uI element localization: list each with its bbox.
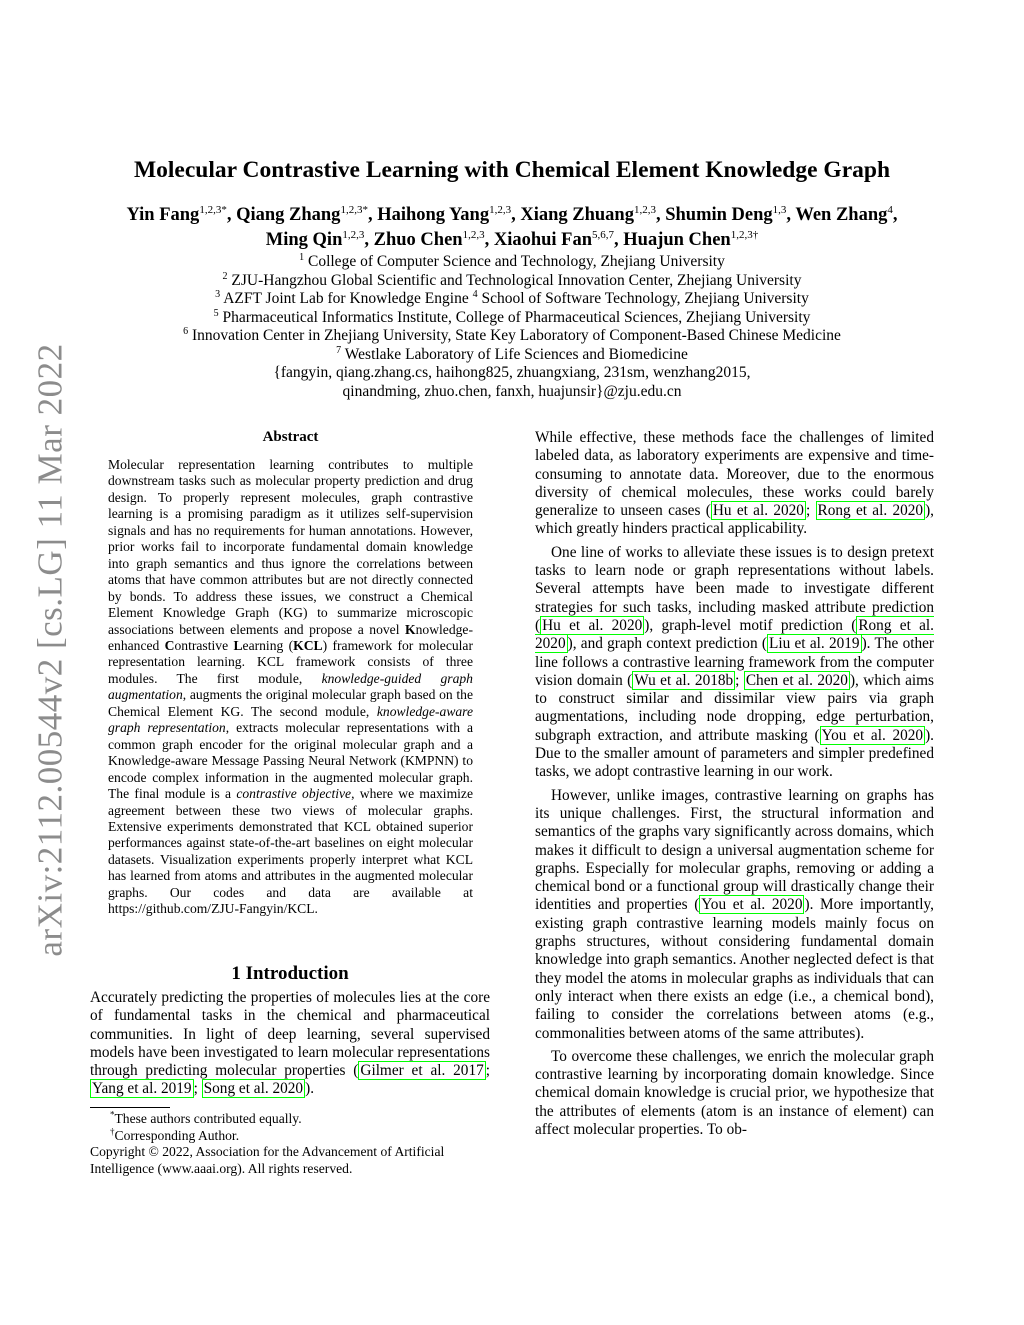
footnote-divider	[90, 1107, 170, 1108]
abstract-emphasis: knowledge-aware graph representation	[108, 703, 473, 736]
affil-text: AZFT Joint Lab for Knowledge Engine	[223, 290, 469, 307]
affil-marker: 1	[299, 251, 305, 263]
abstract-bold: KCL	[293, 637, 323, 653]
citation-link[interactable]: Yang et al. 2019	[92, 1080, 192, 1098]
author-affil: 1,3	[772, 203, 787, 216]
affil-marker: 2	[222, 270, 228, 282]
body-text: ), which greatly hinders practical applicability.	[535, 502, 934, 538]
abstract-bold: K	[405, 621, 416, 637]
arxiv-identifier-stamp	[30, 343, 72, 957]
body-paragraph	[535, 544, 934, 782]
affil-text: Innovation Center in Zhejiang University, State Key Laboratory of Component-Based Chinese Medicine	[191, 327, 841, 344]
body-paragraph	[535, 787, 934, 1043]
body-text: However, unlike images, contrastive learning on graphs has its unique challenges. First, the structural information and semantics of the graphs vary significantly across domains, which makes it difficult to design a universal augmentation scheme for graphs. Especially for molecular graphs, removing or adding a chemical bond or a functional group will drastically change their identities and properties (	[535, 786, 934, 914]
author-name: Shumin Deng	[665, 205, 773, 225]
citation-link[interactable]: You et al. 2020	[701, 896, 803, 914]
citation-link[interactable]: Rong et al. 2020	[817, 502, 924, 520]
affiliation-line	[0, 327, 1024, 346]
body-text: While effective, these methods face the challenges of limited labeled data, as laboratory experiments are expensive and time-consuming to annotate data. Moreover, due to the enormous diversity of chemical molecules, these works could barely generalize to unseen cases (	[535, 429, 934, 520]
abstract-bold: L	[233, 637, 243, 653]
affil-marker: 6	[183, 325, 189, 337]
author-affil: 4	[887, 203, 893, 216]
footnotes	[90, 1111, 490, 1177]
affil-text: Pharmaceutical Informatics Institute, College of Pharmaceutical Sciences, Zhejiang University	[222, 308, 811, 326]
body-text: ). More importantly, existing graph contrastive learning models mainly focus on graphs structures, without considering fundamental domain knowledge into graph semantics. Another neglected defect is that they model the atoms in molecular graphs as individuals that can only interact when there exists an edge (i.e., a chemical bond), failing to consider the correlations between atoms (e.g., commonalities between atoms of the same attributes).	[535, 896, 934, 1042]
body-text: Accurately predicting the properties of molecules lies at the core of fundamental tasks in the chemical and pharmaceutical communities. In light of deep learning, several supervised models have been investigated to learn molecular representations through predicting molecular properties (	[90, 989, 490, 1080]
section-heading-introduction: 1 Introduction	[231, 963, 349, 984]
author-name: Zhuo Chen	[373, 230, 463, 250]
affiliation-line	[0, 272, 1024, 291]
body-text: ). Due to the smaller amount of parameters and simpler predefined tasks, we adopt contrastive learning in our work.	[535, 726, 934, 781]
affiliation-line	[0, 253, 1024, 272]
citation-link[interactable]: Liu et al. 2019	[768, 635, 860, 653]
affil-marker: 3	[215, 288, 221, 300]
abstract-body	[108, 457, 473, 918]
body-paragraph	[535, 429, 934, 539]
body-text: ;	[805, 502, 816, 520]
email-line: {fangyin, qiang.zhang.cs, haihong825, zhuangxiang, 231sm, wenzhang2015,	[273, 364, 751, 381]
author-affil: 1,2,3	[462, 228, 485, 241]
citation-link[interactable]: Wu et al. 2018b	[634, 671, 734, 689]
author-affil: 1,2,3*	[340, 203, 368, 216]
citation-link[interactable]: Chen et al. 2020	[745, 671, 848, 689]
author-affil: 1,2,3	[633, 203, 656, 216]
abstract-text: nowledge-enhanced	[108, 621, 473, 653]
body-text: ;	[193, 1080, 202, 1098]
body-text: ;	[485, 1062, 490, 1080]
affiliation-line	[0, 290, 1024, 309]
affil-marker: 4	[472, 288, 478, 300]
affil-text: Westlake Laboratory of Life Sciences and Biomedicine	[344, 345, 688, 363]
abstract-text: ontrastive	[174, 637, 234, 653]
abstract-text: , augments the original molecular graph based on the Chemical Element KG. The second module,	[108, 687, 473, 719]
introduction-paragraph	[90, 989, 490, 1099]
paper-title: Molecular Contrastive Learning with Chemical Element Knowledge Graph	[133, 157, 891, 183]
body-text: One line of works to alleviate these issues is to design pretext tasks to learn node or graph representations without labels. Several attempts have been made to investigate different strategies for such tasks, including masked attribute prediction (	[535, 543, 934, 634]
citation-link[interactable]: Gilmer et al. 2017	[360, 1062, 484, 1080]
body-text: ). The other line follows a contrastive learning framework from the computer vision domain (	[535, 635, 934, 689]
body-text: ), graph-level motif prediction (	[644, 616, 857, 634]
footnote-text: These authors contributed equally.	[114, 1111, 302, 1126]
author-name: Yin Fang	[126, 205, 200, 225]
copyright-notice: Copyright © 2022, Association for the Advancement of Artificial Intelligence (www.aaai.org). All rights reserved.	[90, 1144, 445, 1176]
affil-marker: 5	[213, 307, 219, 319]
footnote-marker: †	[110, 1125, 115, 1136]
arxiv-id-text: arXiv:2112.00544v2 [cs.LG] 11 Mar 2022	[31, 343, 70, 957]
body-text: ).	[305, 1080, 315, 1098]
body-text: ), which aims to construct similar and dissimilar view pairs via graph augmentations, including node dropping, edge perturbation, subgraph extraction, and attribute masking (	[535, 671, 935, 744]
abstract-text: earning (	[242, 637, 294, 653]
affil-text: School of Software Technology, Zhejiang University	[481, 290, 809, 307]
author-affil: 1,2,3	[342, 228, 365, 241]
affil-text: College of Computer Science and Technology, Zhejiang University	[307, 253, 725, 270]
right-column	[535, 429, 934, 1144]
footnote-corresponding	[90, 1125, 490, 1145]
author-affil: 1,2,3*	[199, 203, 227, 216]
author-name: Wen Zhang	[795, 205, 888, 225]
author-affil: 1,2,3†	[730, 228, 759, 241]
abstract-heading: Abstract	[262, 429, 319, 445]
abstract-emphasis: contrastive objective	[236, 786, 352, 802]
footnote-text: Corresponding Author.	[114, 1127, 240, 1143]
affiliation-list	[0, 253, 1024, 401]
abstract-text: ) framework for molecular representation learning. KCL framework consists of three modules. The first module,	[108, 637, 473, 686]
citation-link[interactable]: You et al. 2020	[821, 726, 924, 744]
author-name: Xiang Zhuang	[520, 205, 634, 225]
author-affil: 1,2,3	[489, 203, 512, 216]
body-text: ), and graph context prediction (	[567, 635, 767, 653]
citation-link[interactable]: Hu et al. 2020	[542, 616, 643, 634]
author-name: Xiaohui Fan	[493, 230, 593, 250]
footnote-equal-contribution	[90, 1111, 490, 1128]
citation-link[interactable]: Rong et al. 2020	[535, 616, 935, 653]
citation-link[interactable]: Song et al. 2020	[203, 1080, 304, 1098]
abstract-emphasis: knowledge-guided graph augmentation	[108, 670, 473, 703]
email-line: qinandming, zhuo.chen, fanxh, huajunsir}@zju.edu.cn	[342, 382, 682, 400]
body-text: ;	[735, 671, 744, 689]
author-name: Haihong Yang	[377, 205, 490, 225]
footnote-marker: *	[110, 1109, 115, 1120]
affiliation-line	[0, 309, 1024, 328]
affil-marker: 7	[336, 344, 342, 356]
abstract-text: Molecular representation learning contributes to multiple downstream tasks such as molecular property prediction and drug design. To properly represent molecules, graph contrastive learning is a promising paradigm as it utilizes self-supervision signals and has no requirements for human annotations. However, prior works fail to incorporate fundamental domain knowledge into graph semantics and thus ignore the correlations between atoms that have common attributes but are not directly connected by bonds. To address these issues, we construct a Chemical Element Knowledge Graph (KG) to summarize microscopic associations between elements and propose a novel	[108, 457, 473, 637]
author-name: Qiang Zhang	[236, 205, 341, 225]
body-paragraph	[535, 1048, 934, 1139]
abstract-text: , where we maximize agreement between these two views of molecular graphs. Extensive experiments demonstrated that KCL obtained superior performances against state-of-the-art baselines on eight molecular datasets. Visualization experiments properly interpret what KCL has learned from atoms and attributes in the augmented molecular graphs. Our codes and data are available at https://github.com/ZJU-Fangyin/KCL.	[108, 786, 473, 917]
affiliation-line	[0, 346, 1024, 365]
body-text: To overcome these challenges, we enrich the molecular graph contrastive learning by incorporating domain knowledge. Since chemical domain knowledge is crucial prior, we hypothesize that the attributes of elements (atom is an instance of element) can affect molecular properties. To ob-	[535, 1047, 934, 1138]
abstract-bold: C	[164, 637, 175, 653]
author-affil: 5,6,7	[592, 228, 615, 241]
author-name: Huajun Chen	[623, 230, 731, 250]
author-name: Ming Qin	[265, 230, 343, 250]
author-list: Yin Fang$^{1,2,3*}$, Qiang Zhang$^{1,2,3*}$, Haihong Yang$^{1,2,3}$, Xiang Zhuang$^{1,2,3}$, Shumin Deng$^{1,3}$, Wen Zhang$^4$, Ming Qin$^{1,2,3}$, Zhuo Chen$^{1,2,3}$, Xiaohui Fan$^{5,6,7}$, Huajun Chen$^{1,2,3\dagger}$	[126, 203, 898, 250]
abstract-text: , extracts molecular representations with a common graph encoder for the original molecular graph and a Knowledge-aware Message Passing Neural Network (KMPNN) to encode complex information in the augmented molecular graph. The final module is a	[108, 720, 473, 802]
citation-link[interactable]: Hu et al. 2020	[712, 502, 804, 520]
affil-text: ZJU-Hangzhou Global Scientific and Technological Innovation Center, Zhejiang University	[231, 271, 802, 289]
